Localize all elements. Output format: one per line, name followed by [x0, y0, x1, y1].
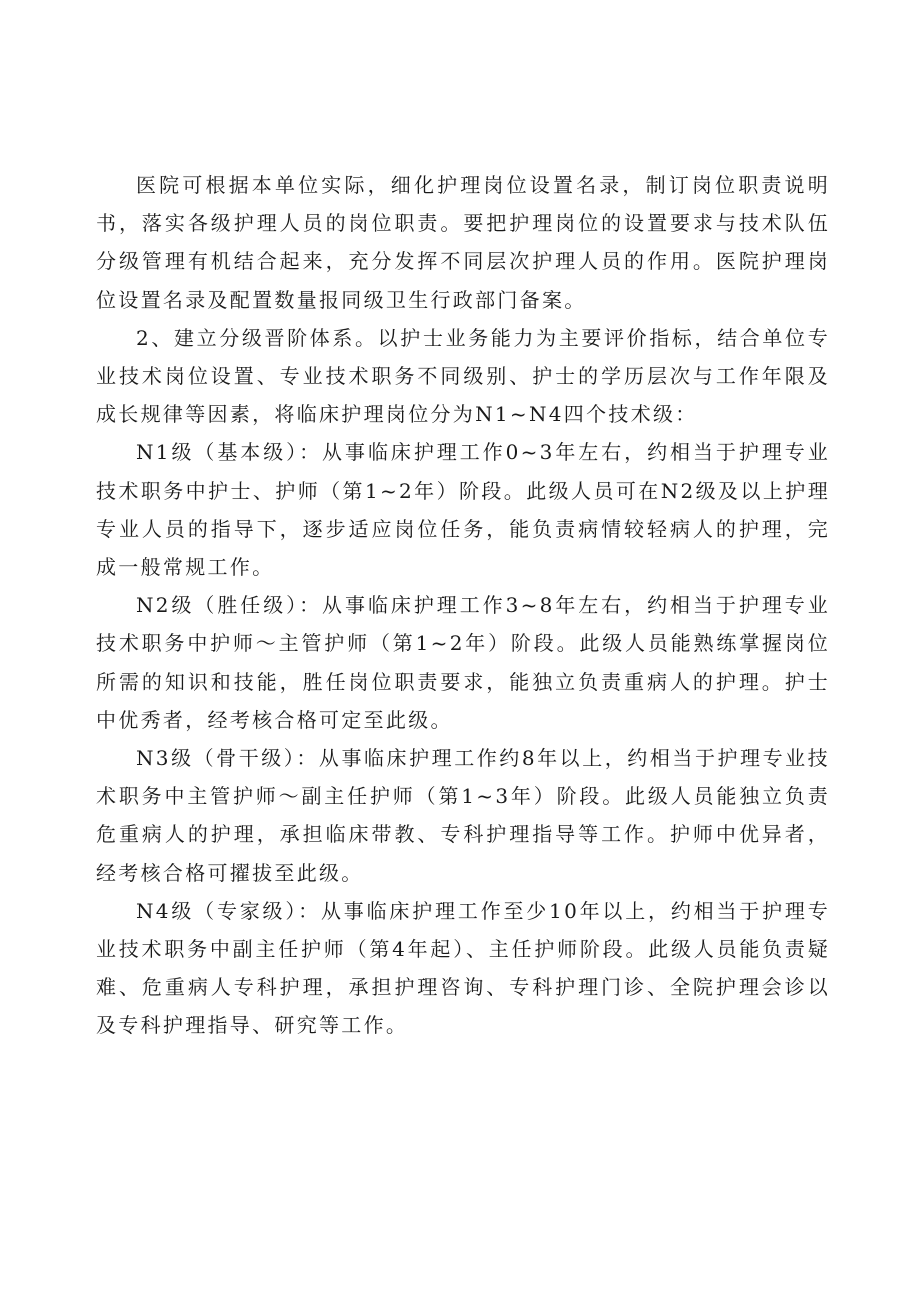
paragraph-n1-level: N1级（基本级）：从事临床护理工作0~3年左右，约相当于护理专业技术职务中护士、护师（第1~2年）阶段。此级人员可在N2级及以上护理专业人员的指导下，逐步适应岗位任务，能负责病情较轻病人的护理，完成一般常规工作。 — [96, 440, 830, 580]
paragraph-grading-system: 2、建立分级晋阶体系。以护士业务能力为主要评价指标，结合单位专业技术岗位设置、专业技术职务不同级别、护士的学历层次与工作年限及成长规律等因素，将临床护理岗位分为N1~N4四个技术级： — [96, 325, 830, 427]
paragraph-n4-level: N4级（专家级）：从事临床护理工作至少10年以上，约相当于护理专业技术职务中副主任护师（第4年起）、主任护师阶段。此级人员能负责疑难、危重病人专科护理，承担护理咨询、专科护理门诊、全院护理会诊以及专科护理指导、研究等工作。 — [96, 898, 830, 1038]
paragraph-n2-level: N2级（胜任级）：从事临床护理工作3~8年左右，约相当于护理专业技术职务中护师～主管护师（第1~2年）阶段。此级人员能熟练掌握岗位所需的知识和技能，胜任岗位职责要求，能独立负责重病人的护理。护士中优秀者，经考核合格可定至此级。 — [96, 593, 830, 732]
paragraph-post-setting: 医院可根据本单位实际，细化护理岗位设置名录，制订岗位职责说明书，落实各级护理人员的岗位职责。要把护理岗位的设置要求与技术队伍分级管理有机结合起来，充分发挥不同层次护理人员的作用。医院护理岗位设置名录及配置数量报同级卫生行政部门备案。 — [96, 173, 830, 312]
document-body — [96, 166, 830, 1045]
paragraph-n3-level: N3级（骨干级）：从事临床护理工作约8年以上，约相当于护理专业技术职务中主管护师～副主任护师（第1~3年）阶段。此级人员能独立负责危重病人的护理，承担临床带教、专科护理指导等工作。护师中优异者，经考核合格可擢拔至此级。 — [96, 746, 830, 885]
